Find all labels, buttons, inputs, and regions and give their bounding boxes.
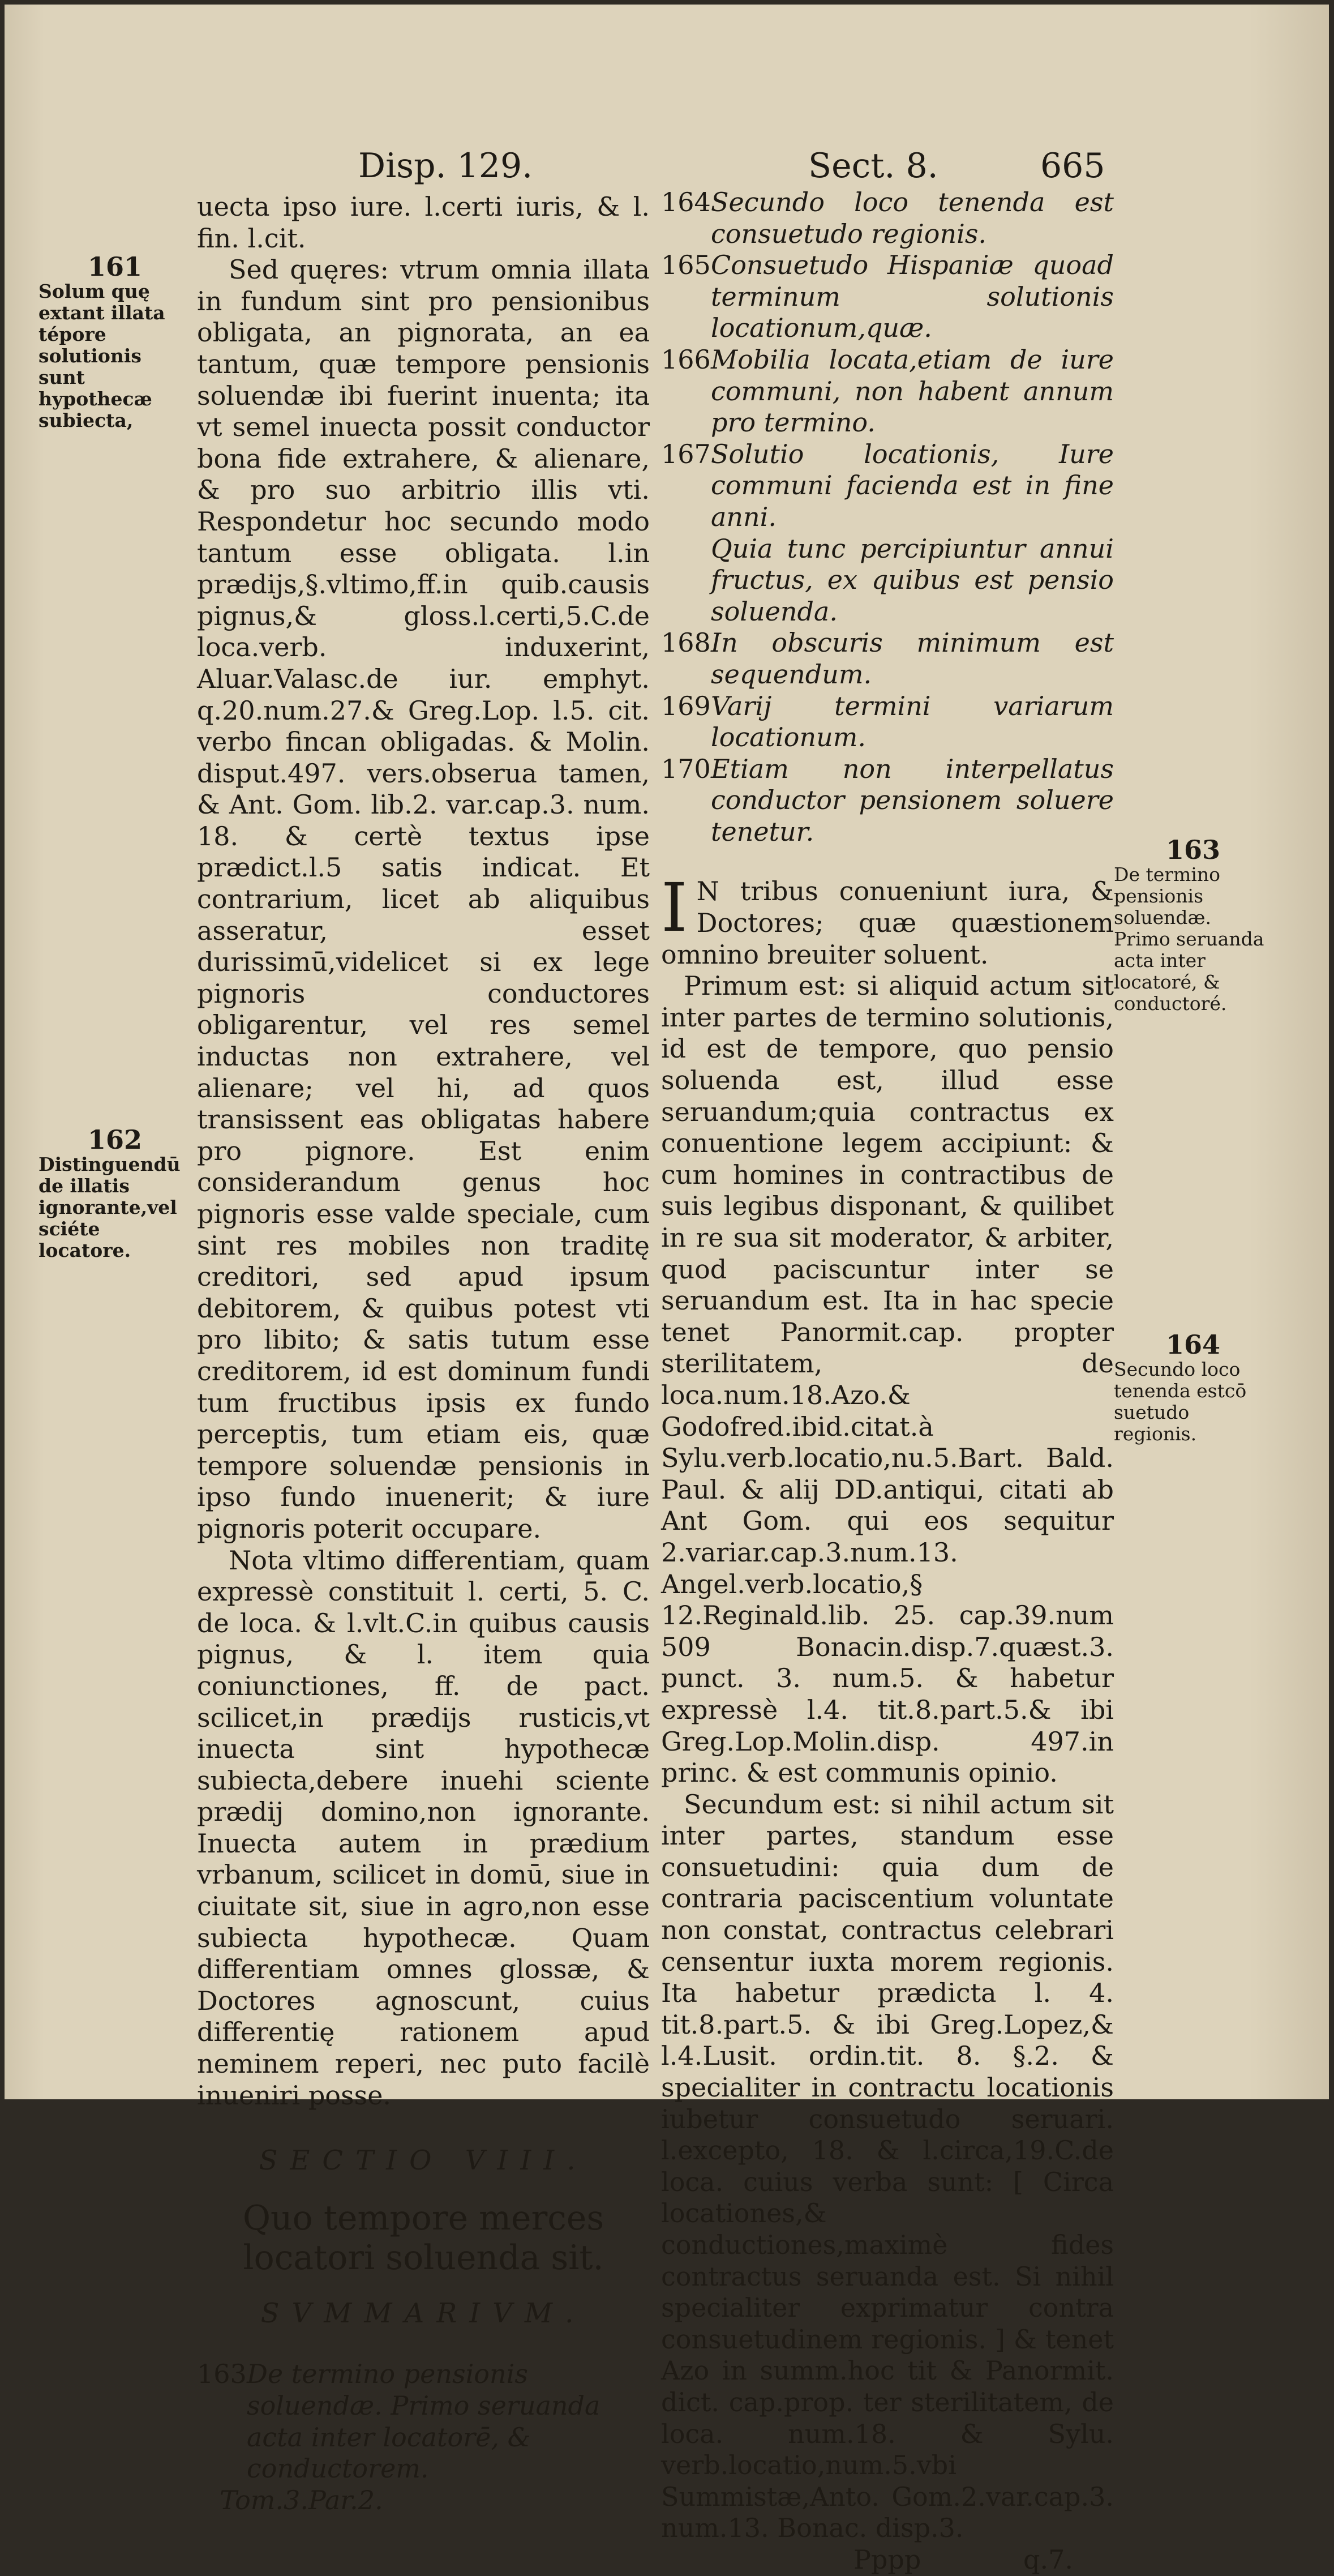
paragraph: Nota vltimo differentiam, quam expressè constituit l. certi, 5. C. de loca. & l.vlt.C.in quibus causis pignus, & l. item quia coniunctiones, ff. de pact. scilicet,in prædijs rusticis,vt inuecta sint hypothecæ subiecta,debere inuehi sciente prædij domino,non ignorante. Inuecta autem in prædium vrbanum, scilicet in domū, siue in ciuitate sit, siue in agro,non esse subiecta hypothecæ. Quam differentiam omnes glossæ, & Doctores agnoscunt, cuius differentię rationem apud neminem reperi, nec puto facilè inueniri posse. <box>197 1544 650 2111</box>
paragraph: uecta ipso iure. l.certi iuris, & l. fin. l.cit. <box>197 191 650 254</box>
volume-footer: Tom.3.Par.2. <box>220 2484 383 2515</box>
summary-text: In obscuris minimum est sequendum. <box>711 627 1114 690</box>
summary-number: 168 <box>661 627 711 658</box>
paragraph: Primum est: si aliquid actum sit inter partes de termino solutionis, id est de tempore, quo pensio soluenda est, illud esse seruandum;quia contractus ex conuentione legem accipiunt: & cum homines in contractibus de suis legibus disponant, & quilibet in re sua sit moderator, & arbiter, quod paciscuntur inter se seruandum est. Ita in hac specie tenet Panormit.cap. propter sterilitatem, de loca.num.18.Azo.& Godofred.ibid.citat.à Sylu.verb.locatio,nu.5.Bart. Bald. Paul. & alij DD.antiqui, citati ab Ant Gom. qui eos sequitur 2.variar.cap.3.num.13. Angel.verb.locatio,§ 12.Reginald.lib. 25. cap.39.num 509 Bonacin.disp.7.quæst.3. punct. 3. num.5. & habetur expressè l.4. tit.8.part.5.& ibi Greg.Lop.Molin.disp. 497.in princ. & est communis opinio. <box>661 970 1114 1788</box>
summary-number: 170 <box>661 753 711 784</box>
page-number: 665 <box>1040 146 1105 186</box>
page-footer <box>661 2544 1114 2576</box>
summary-item-168 <box>661 627 1114 690</box>
drop-cap: I <box>661 868 688 947</box>
summary-number: 166 <box>661 344 711 375</box>
gloss-number: 162 <box>87 1124 143 1155</box>
summary-text: Quia tunc percipiuntur annui fructus, ex quibus est pensio soluenda. <box>711 533 1114 627</box>
paragraph-text: N tribus conueniunt iura, & Doctores; quæ quæstionem omnino breuiter soluent. <box>661 876 1114 970</box>
right-gloss-164 <box>1114 1330 1272 1445</box>
summary-text: Secundo loco tenenda est consuetudo regionis. <box>711 187 1114 249</box>
running-head-left: Disp. 129. <box>358 146 533 186</box>
gloss-text: Distinguendū de illatis ignorante,vel sciéte locatore. <box>38 1153 181 1261</box>
section-label: SECTIO VIII. <box>259 2145 588 2177</box>
summary-item-167b <box>661 533 1114 628</box>
book-page <box>5 5 1329 2575</box>
summary-number: 165 <box>661 250 711 281</box>
paragraph: Sed quęres: vtrum omnia illata in fundum sint pro pensionibus obligata, an pignorata, an ea tantum, quæ tempore pensionis soluendæ ibi fuerint inuenta; ita vt semel inuecta possit conductor bona fide extrahere, & alienare, & pro suo arbitrio illis vti. Respondetur hoc secundo modo tantum esse obligata. l.in prædijs,§.vltimo,ff.in quib.causis pignus,& gloss.l.certi,5.C.de loca.verb. induxerint, Aluar.Valasc.de iur. emphyt. q.20.num.27.& Greg.Lop. l.5. cit. verbo fincan obligadas. & Molin. disput.497. vers.obserua tamen, & Ant. Gom. lib.2. var.cap.3. num. 18. & certè textus ipse prædict.l.5 satis indicat. Et contrarium, licet ab aliquibus asseratur, esset durissimū,videlicet si ex lege pignoris conductores obligarentur, vel res semel inductas non extrahere, vel alienare; vel hi, ad quos transissent eas obligatas habere pro pignore. Est enim considerandum genus hoc pignoris esse valde speciale, cum sint res mobiles non traditę creditori, sed apud ipsum debitorem, & quibus potest vti pro libito; & satis tutum esse creditorem, id est dominum fundi tum fructibus ipsis ex fundo perceptis, tum etiam eis, quæ tempore soluendæ pensionis in ipso fundo inuenerit; & iure pignoris poterit occupare. <box>197 254 650 1544</box>
left-gloss-162 <box>38 1126 191 1261</box>
summary-text: Consuetudo Hispaniæ quoad terminum solutionis locationum,quæ. <box>711 250 1114 344</box>
summary-text: Mobilia locata,etiam de iure communi, non habent annum pro termino. <box>711 344 1114 438</box>
summary-text: Etiam non interpellatus conductor pensionem soluere tenetur. <box>711 753 1114 847</box>
paragraph <box>661 868 1114 970</box>
running-head-center: Sect. 8. <box>808 146 938 186</box>
catchword: q.7. <box>1023 2544 1073 2575</box>
gloss-number: 161 <box>87 251 143 282</box>
summarium-label: SVMMARIVM. <box>260 2297 586 2329</box>
summary-text: Varij termini variarum locationum. <box>711 690 1114 753</box>
summary-number: 164 <box>661 187 711 217</box>
summary-number: 169 <box>661 690 711 721</box>
gloss-number: 164 <box>1165 1329 1221 1360</box>
summary-item-170 <box>661 754 1114 848</box>
left-column <box>197 191 650 2516</box>
signature-mark: Pppp <box>853 2544 921 2575</box>
summary-item-166 <box>661 344 1114 439</box>
section-body <box>661 868 1114 2544</box>
summary-item-163 <box>197 2359 650 2484</box>
gloss-text: Solum quę extant illata tépore solutionis sunt hypothecæ subiecta, <box>38 280 165 431</box>
summary-text: Solutio locationis, Iure communi facienda est in fine anni. <box>711 438 1114 532</box>
right-column <box>661 187 1114 2576</box>
paragraph: Secundum est: si nihil actum sit inter partes, standum esse consuetudini: quia dum de contraria paciscentium voluntate non constat, contractus celebrari censentur iuxta morem regionis. Ita habetur prædicta l. 4. tit.8.part.5. & ibi Greg.Lopez,& l.4.Lusit. ordin.tit. 8. §.2. & specialiter in contractu locationis iubetur consuetudo seruari. l.excepto, 18. & l.circa,19.C.de loca. cuius verba sunt: [ Circa locationes,& conductiones,maximè fides contractus seruanda est. Si nihil specialiter exprimatur contra consuetudinem regionis. ] & tenet Azo in summ.hoc tit & Panormit. dict. cap.prop. ter sterilitatem, de loca. num.18. & Sylu. verb.locatio,num.5.vbi Summistæ,Anto. Gom.2.var.cap.3. num.13. Bonac. disp.3. <box>661 1788 1114 2544</box>
summary-number: 163 <box>197 2359 247 2390</box>
summary-item-169 <box>661 691 1114 754</box>
gloss-number: 163 <box>1165 835 1221 865</box>
summary-text: De termino pensionis soluendæ. Primo seruanda acta inter locatorē, & conductorem. <box>247 2359 600 2484</box>
gloss-text: Secundo loco tenenda estcō suetudo regionis. <box>1114 1358 1247 1445</box>
summary-item-164 <box>661 187 1114 250</box>
summary-item-165 <box>661 250 1114 344</box>
section-title: Quo tempore merces locatori soluenda sit. <box>242 2198 604 2278</box>
summary-item-167 <box>661 439 1114 533</box>
right-gloss-163 <box>1114 836 1272 1015</box>
gloss-text: De termino pensionis soluendæ. Primo seruanda acta inter locatoré, & conductoré. <box>1114 863 1264 1015</box>
left-gloss-161 <box>38 253 191 431</box>
summary-number: 167 <box>661 438 711 469</box>
